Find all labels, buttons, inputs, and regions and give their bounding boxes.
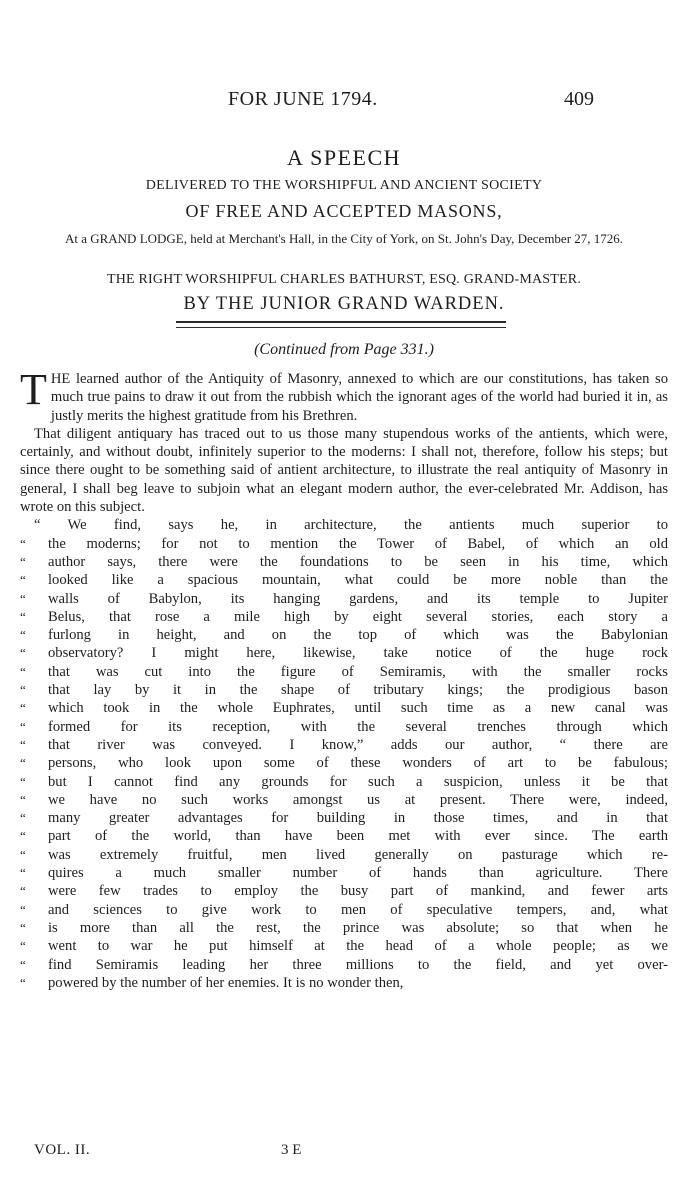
paragraph-1-text: HE learned author of the Antiquity of Masonry, annexed to which are our constitutions, has taken so much true pains to draw it out from the rubbish which the ignorant ages of the world had buried it in, as justly merits the highest gratitude from his Brethren.	[50, 371, 668, 424]
ornamental-rule	[176, 321, 506, 328]
quote-line-text: furlong in height, and on the top of which was the Babylonian	[48, 627, 668, 644]
quote-mark: “	[20, 700, 26, 716]
article-body	[20, 365, 668, 992]
quote-line-text: and sciences to give work to men of speculative tempers, and, what	[48, 901, 668, 918]
quote-line-text: part of the world, than have been met with ever since. The earth	[48, 828, 668, 845]
quote-mark: “	[20, 846, 26, 862]
quote-line	[20, 626, 668, 644]
quote-mark: “	[20, 828, 26, 844]
quote-mark: “	[20, 553, 26, 569]
quote-line	[20, 919, 668, 937]
quote-line-text: the moderns; for not to mention the Tower of Babel, of which an old	[48, 535, 668, 552]
running-head	[0, 88, 688, 118]
signature-mark: 3 E	[281, 1142, 302, 1158]
paragraph-1	[20, 365, 668, 425]
quote-line-text: went to war he put himself at the head of a whole people; as we	[48, 938, 668, 955]
paragraph-2: That diligent antiquary has traced out to us those many stupendous works of the antients, which were, certainly, and without doubt, infinitely superior to the moderns: I shall not, therefore, follow his steps; but since there ought to be something said of antient architecture, to illustrate the real antiquity of Masonry in general, I shall beg leave to subjoin what an elegant modern author, the ever-celebrated Mr. Addison, has wrote on this subject.	[20, 425, 668, 516]
quote-line-text: we have no such works amongst us at present. There were, indeed,	[48, 791, 668, 808]
quote-line-text: were few trades to employ the busy part of mankind, and fewer arts	[48, 883, 668, 900]
quote-line-text: that river was conveyed. I know,” adds our author, “ there are	[48, 736, 668, 753]
quote-mark: “	[20, 736, 26, 752]
drop-cap: T	[20, 365, 47, 414]
page-number: 409	[564, 88, 594, 110]
quote-line-text: which took in the whole Euphrates, until such time as a new canal was	[48, 700, 668, 717]
quote-mark: “	[20, 608, 26, 624]
quote-line	[20, 699, 668, 717]
quote-mark: “	[20, 956, 26, 972]
volume-label: VOL. II.	[34, 1142, 91, 1158]
society-name: OF FREE AND ACCEPTED MASONS,	[185, 201, 503, 221]
quote-line	[20, 809, 668, 827]
quote-line	[20, 608, 668, 626]
grand-master-line: THE RIGHT WORSHIPFUL CHARLES BATHURST, ESQ. GRAND-MASTER.	[106, 272, 582, 287]
quote-mark: “	[20, 627, 26, 643]
quote-mark: “	[20, 590, 26, 606]
quote-mark: “	[20, 810, 26, 826]
speech-title: A SPEECH	[286, 145, 402, 170]
quote-line	[20, 590, 668, 608]
quote-line	[20, 773, 668, 791]
quote-line-text: that was cut into the figure of Semiramis, with the smaller rocks	[48, 663, 668, 680]
meeting-details: At a GRAND LODGE, held at Merchant's Hall, in the City of York, on St. John's Day, December 27, 1726.	[64, 231, 624, 246]
quote-line-text: “ We find, says he, in architecture, the antients much superior to	[34, 517, 668, 534]
quote-line-text: is more than all the rest, the prince was absolute; so that when he	[48, 919, 668, 936]
quote-mark: “	[20, 938, 26, 954]
quote-mark: “	[20, 572, 26, 588]
quote-line-text: that lay by it in the shape of tributary kings; the prodigious bason	[48, 682, 668, 699]
quote-line-text: walls of Babylon, its hanging gardens, and its temple to Jupiter	[48, 590, 668, 607]
quote-line-text: many greater advantages for building in those times, and in that	[48, 810, 668, 827]
quote-line-text: author says, there were the foundations to be seen in his time, which	[48, 553, 668, 570]
quote-line	[20, 937, 668, 955]
quote-line	[20, 827, 668, 845]
quote-mark: “	[20, 645, 26, 661]
quote-mark: “	[20, 919, 26, 935]
quote-line	[20, 516, 668, 534]
quote-line-text: powered by the number of her enemies. It is no wonder then,	[48, 974, 404, 991]
page-footer	[0, 1142, 688, 1166]
quote-line	[20, 791, 668, 809]
quote-line	[20, 644, 668, 662]
quote-mark: “	[20, 901, 26, 917]
quote-line	[20, 901, 668, 919]
quote-mark: “	[20, 663, 26, 679]
quote-mark: “	[20, 773, 26, 789]
quote-line-text: observatory? I might here, likewise, take notice of the huge rock	[48, 645, 668, 662]
quote-line-text: formed for its reception, with the several trenches through which	[48, 718, 668, 735]
quote-mark: “	[20, 865, 26, 881]
quote-line	[20, 718, 668, 736]
quote-line	[20, 974, 668, 992]
quote-mark: “	[20, 974, 26, 990]
quote-line	[20, 882, 668, 900]
addison-quote	[20, 516, 668, 992]
quote-mark: “	[20, 883, 26, 899]
quote-mark: “	[20, 755, 26, 771]
speaker-line: BY THE JUNIOR GRAND WARDEN.	[183, 294, 505, 314]
quote-line-text: Belus, that rose a mile high by eight several stories, each story a	[48, 608, 668, 625]
quote-line	[20, 571, 668, 589]
quote-line	[20, 956, 668, 974]
delivered-line: DELIVERED TO THE WORSHIPFUL AND ANCIENT SOCIETY	[145, 178, 543, 193]
quote-line-text: find Semiramis leading her three millions to the field, and yet over-	[48, 956, 668, 973]
running-title: FOR JUNE 1794.	[228, 88, 378, 110]
quote-line	[20, 754, 668, 772]
quote-mark: “	[20, 791, 26, 807]
quote-line-text: quires a much smaller number of hands than agriculture. There	[48, 865, 668, 882]
continued-note: (Continued from Page 331.)	[254, 341, 434, 358]
quote-line	[20, 864, 668, 882]
quote-line	[20, 681, 668, 699]
quote-line	[20, 535, 668, 553]
quote-line	[20, 736, 668, 754]
quote-line	[20, 846, 668, 864]
quote-line-text: persons, who look upon some of these wonders of art to be fabulous;	[48, 755, 668, 772]
quote-mark: “	[20, 682, 26, 698]
quote-mark: “	[20, 535, 26, 551]
quote-line-text: was extremely fruitful, men lived generally on pasturage which re-	[48, 846, 668, 863]
quote-line	[20, 663, 668, 681]
quote-line-text: looked like a spacious mountain, what could be more noble than the	[48, 572, 668, 589]
quote-mark: “	[20, 718, 26, 734]
quote-line	[20, 553, 668, 571]
quote-line-text: but I cannot find any grounds for such a suspicion, unless it be that	[48, 773, 668, 790]
